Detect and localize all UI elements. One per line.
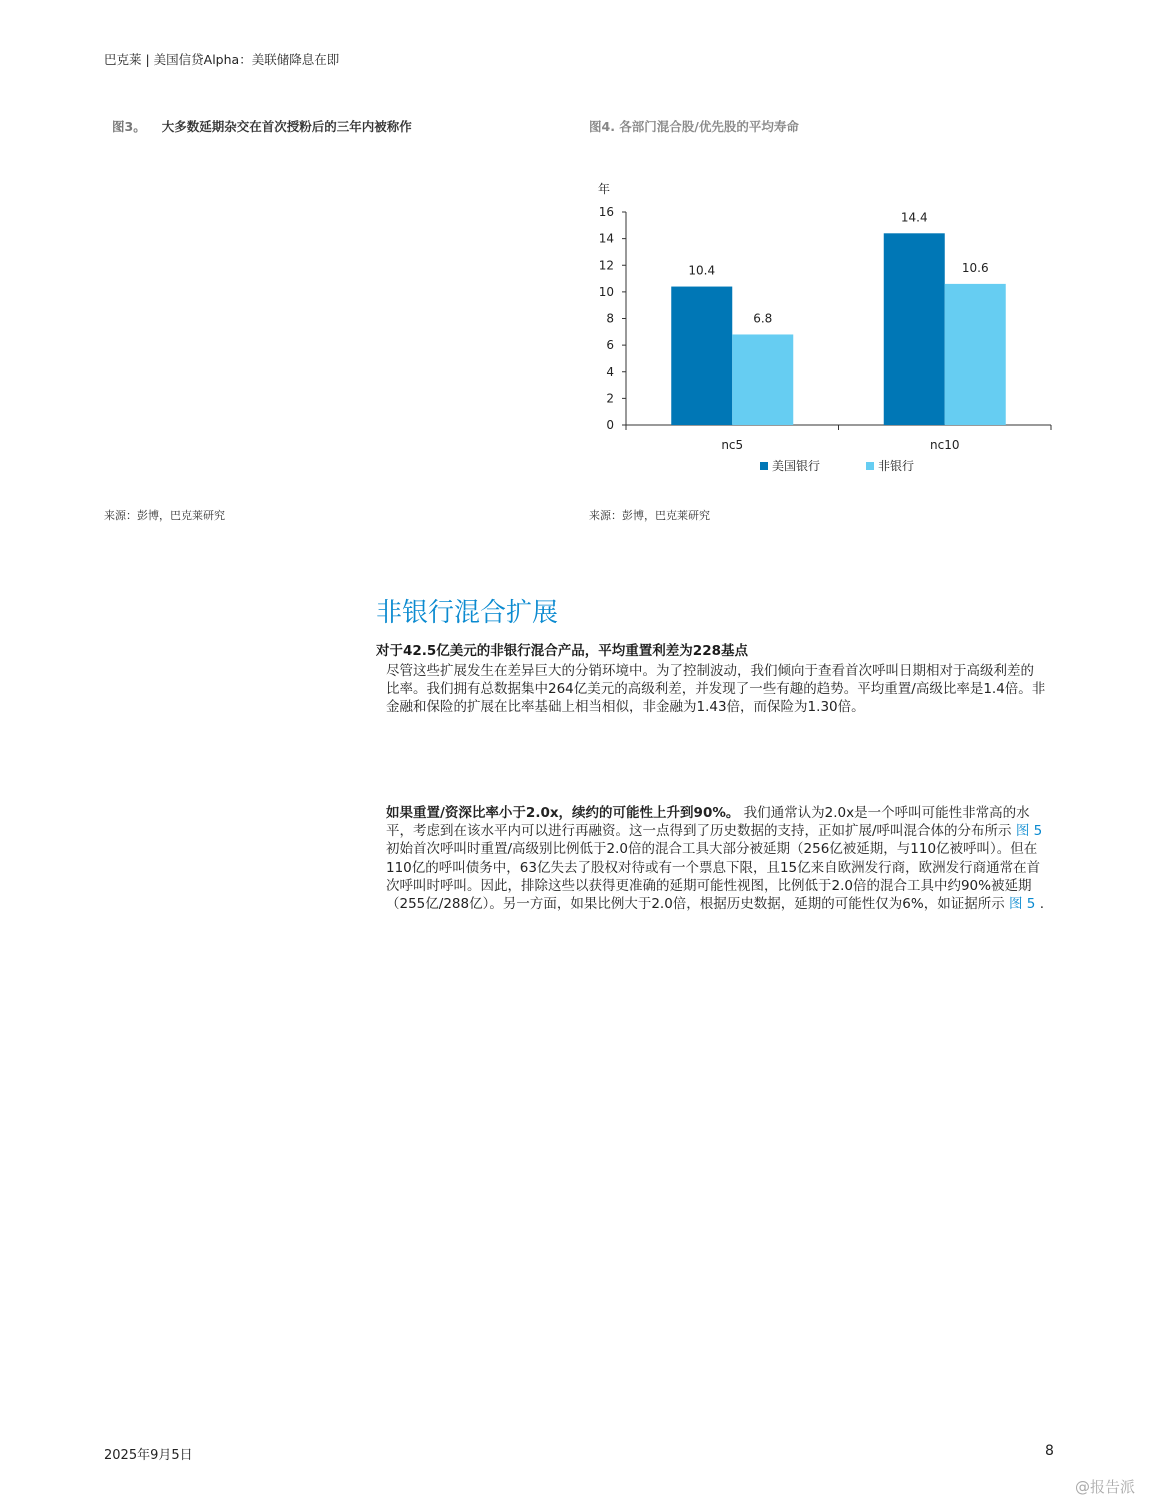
- y-tick-label: 8: [606, 311, 614, 326]
- y-tick-label: 16: [598, 205, 614, 219]
- figure4-source: 来源：彭博，巴克莱研究: [589, 509, 710, 522]
- x-tick-label: nc5: [721, 438, 744, 452]
- figure3-number: 图3。: [112, 119, 146, 134]
- y-tick-label: 6: [606, 338, 614, 353]
- section-subtitle: 对于42.5亿美元的非银行混合产品，平均重置利差为228基点: [376, 643, 748, 659]
- figure3-source: 来源：彭博，巴克莱研究: [104, 509, 225, 522]
- y-axis-label: 年: [598, 182, 611, 196]
- paragraph-2: [386, 804, 1046, 913]
- page-header: 巴克莱 | 美国信贷Alpha：美联储降息在即: [104, 52, 340, 67]
- data-label: 6.8: [753, 311, 773, 326]
- figure3-title-text: 大多数延期杂交在首次授粉后的三年内被称作: [161, 119, 412, 134]
- y-tick-label: 4: [606, 364, 614, 379]
- y-tick-label: 2: [606, 391, 614, 406]
- paragraph-2-text-b: 初始首次呼叫时重置/高级别比例低于2.0倍的混合工具大部分被延期（256亿被延期，与110亿被呼叫）。但在110亿的呼叫债务中，63亿失去了股权对待或有一个票息下限，且15亿来自欧洲发行商，欧洲发行商通常在首次呼叫时呼叫。因此，排除这些以获得更准确的延期可能性视图，比例低于2.0倍的混合工具中约90%被延期（255亿/288亿）。另一方面，如果比例大于2.0倍，根据历史数据，延期的可能性仅为6%，如证据所示: [386, 841, 1041, 913]
- paragraph-2-text-a: 我们通常认为2.0x是一个呼叫可能性非常高的水平，考虑到在该水平内可以进行再融资。这一点得到了历史数据的支持，正如扩展/呼叫混合体的分布所示: [386, 805, 1030, 840]
- bar-非银行-nc10: [945, 284, 1006, 425]
- bar-美国银行-nc5: [671, 287, 732, 425]
- y-tick-label: 0: [606, 418, 614, 432]
- data-label: 14.4: [900, 210, 928, 225]
- page-number: 8: [1045, 1443, 1054, 1459]
- section-title: 非银行混合扩展: [376, 598, 559, 628]
- figure4-title: 图4. 各部门混合股/优先股的平均寿命: [589, 119, 799, 134]
- bar-美国银行-nc10: [884, 233, 945, 425]
- legend-label: 非银行: [878, 459, 915, 473]
- y-tick-label: 12: [598, 258, 614, 273]
- data-label: 10.6: [961, 260, 989, 275]
- y-tick-label: 10: [598, 284, 614, 299]
- legend-label: 美国银行: [772, 459, 821, 473]
- figure5-link-2[interactable]: 图 5: [1009, 896, 1040, 913]
- bar-非银行-nc5: [732, 334, 793, 425]
- x-tick-label: nc10: [930, 438, 960, 452]
- legend-swatch: [866, 462, 874, 470]
- data-label: 10.4: [688, 263, 716, 278]
- paragraph-2-lead: 如果重置/资深比率小于2.0x，续约的可能性上升到90%。: [386, 805, 740, 821]
- legend-swatch: [760, 462, 768, 470]
- figure4-bar-chart: [585, 175, 1065, 485]
- footer-date: 2025年9月5日: [104, 1448, 193, 1463]
- figure5-link-1[interactable]: 图 5: [1015, 823, 1043, 840]
- paragraph-1: 尽管这些扩展发生在差异巨大的分销环境中。为了控制波动，我们倾向于查看首次呼叫日期相对于高级利差的比率。我们拥有总数据集中264亿美元的高级利差，并发现了一些有趣的趋势。平均重置/高级比率是1.4倍。非金融和保险的扩展在比率基础上相当相似，非金融为1.43倍，而保险为1.30倍。: [386, 663, 1046, 716]
- y-tick-label: 14: [598, 231, 614, 246]
- watermark: @报告派: [1075, 1478, 1136, 1496]
- figure3-title: [112, 117, 412, 135]
- paragraph-2-text-c: .: [1039, 896, 1044, 913]
